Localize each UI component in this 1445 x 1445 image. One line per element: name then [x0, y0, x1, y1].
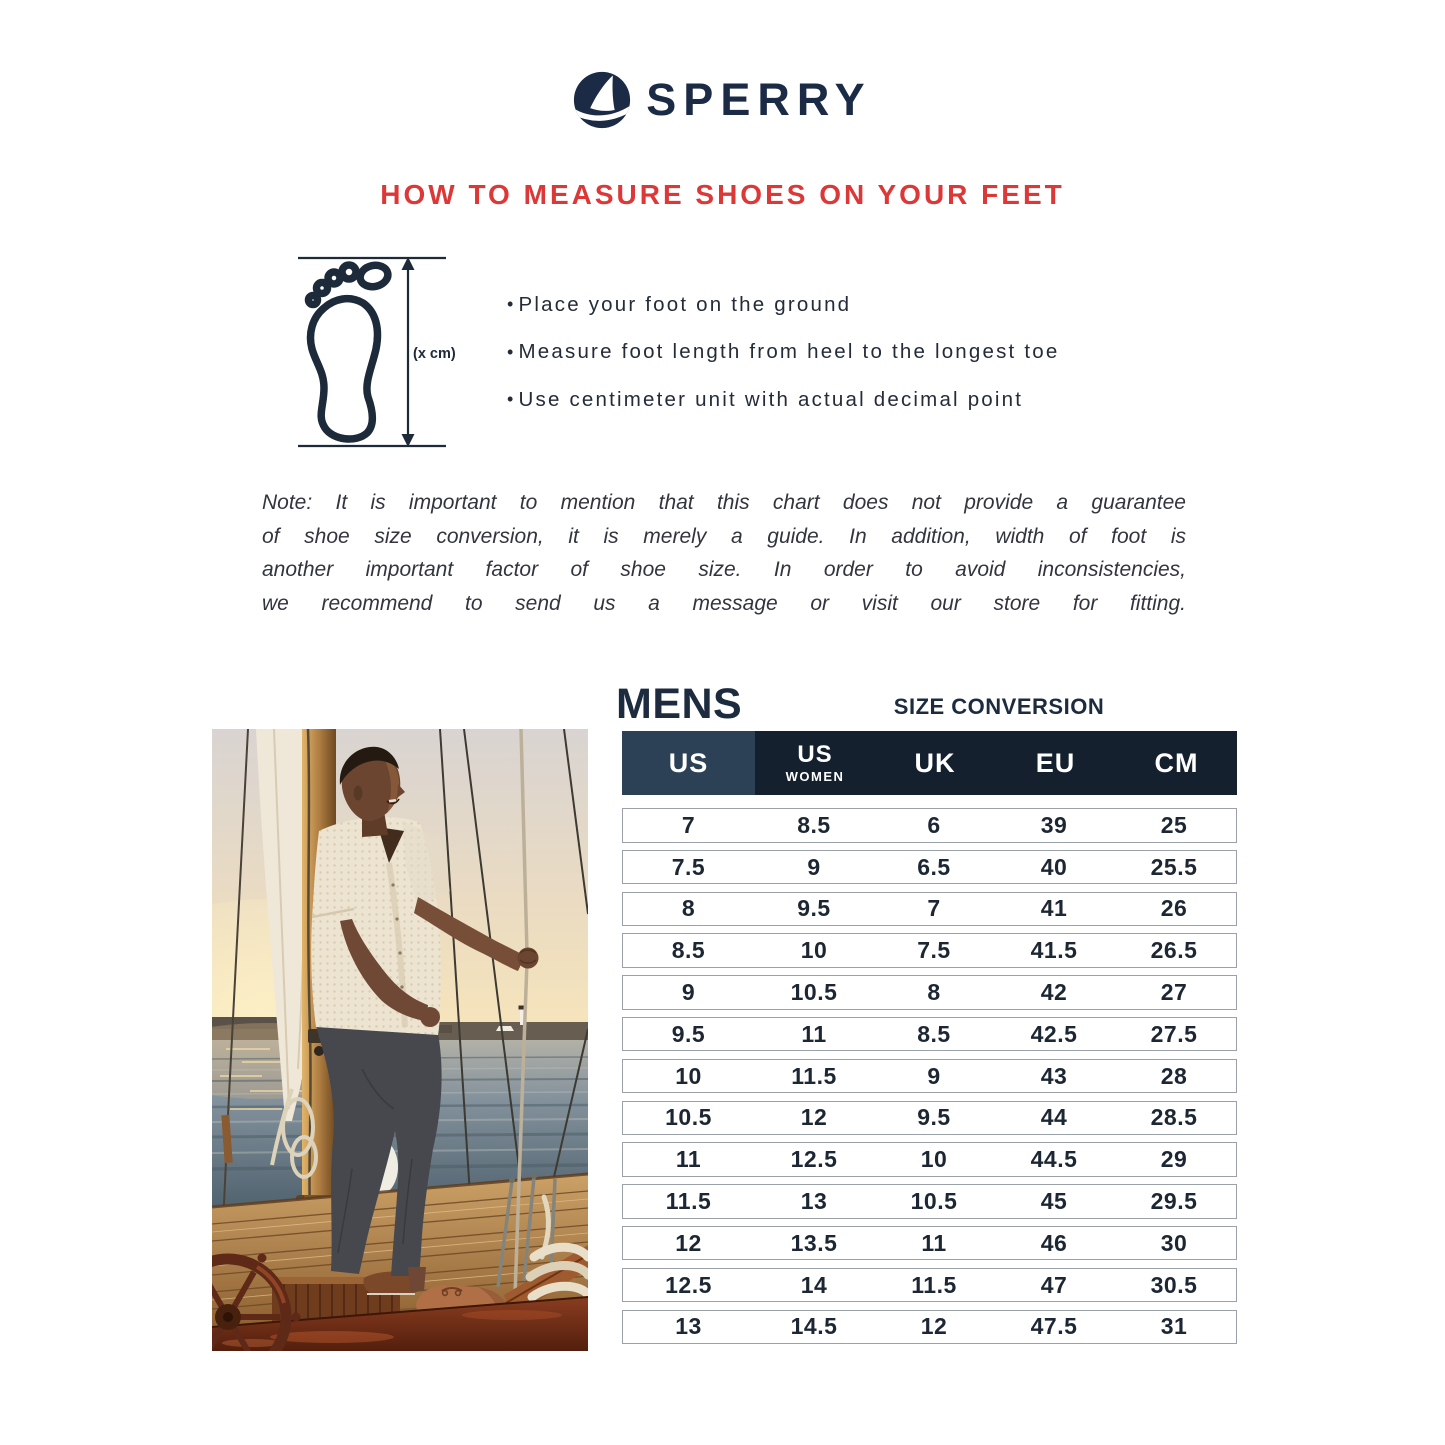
mens-section-label: MENS — [616, 680, 743, 728]
size-cell: 29.5 — [1150, 1187, 1198, 1214]
sperry-sailboat-logo-icon — [573, 71, 631, 129]
instruction-text: Place your foot on the ground — [518, 292, 852, 316]
size-cell: 13 — [800, 1187, 828, 1214]
size-cell: 14 — [800, 1271, 828, 1298]
size-cell: 8.5 — [671, 937, 706, 964]
size-row — [622, 1310, 1237, 1345]
size-cell: 7 — [681, 811, 696, 838]
size-conversion-table — [622, 731, 1237, 1344]
size-cell: 11.5 — [665, 1187, 712, 1214]
foot-measure-diagram — [296, 250, 461, 460]
header-label: UK — [914, 747, 956, 778]
size-cell: 44 — [1040, 1104, 1068, 1131]
header-sublabel: WOMEN — [785, 769, 845, 784]
size-cell: 11 — [801, 1020, 827, 1047]
foot-outline-icon — [296, 250, 461, 455]
page-heading: HOW TO MEASURE SHOES ON YOUR FEET — [380, 179, 1065, 210]
size-table-body — [622, 808, 1237, 1344]
size-cell: 7.5 — [917, 937, 951, 964]
size-cell: 25.5 — [1150, 853, 1198, 880]
size-cell: 9 — [927, 1062, 941, 1089]
size-cell: 47.5 — [1030, 1313, 1078, 1340]
size-row — [622, 933, 1237, 968]
size-cell: 11 — [921, 1229, 947, 1256]
note-line: we recommend to send us a message or visit our store for fitting. — [262, 591, 1186, 615]
size-cell: 46 — [1040, 1229, 1068, 1256]
size-row — [622, 850, 1237, 885]
size-cell: 45 — [1040, 1187, 1068, 1214]
size-table-header — [622, 731, 1237, 795]
size-cell: 43 — [1040, 1062, 1068, 1089]
instruction-text: Measure foot length from heel to the longest toe — [518, 340, 1060, 364]
size-row — [622, 975, 1237, 1010]
size-row — [622, 1059, 1237, 1094]
size-cell: 7 — [927, 895, 941, 922]
size-cell: 8.5 — [797, 811, 831, 838]
size-cell: 9 — [681, 978, 696, 1005]
size-cell: 40 — [1040, 853, 1068, 880]
size-cell: 7.5 — [671, 853, 706, 880]
bullet-icon: • — [507, 389, 516, 410]
note-line: another important factor of shoe size. In order to avoid inconsistencies, — [262, 558, 1186, 582]
bullet-icon: • — [507, 294, 516, 315]
instruction-item — [507, 376, 1059, 424]
header-cell-uswomen — [755, 731, 875, 795]
header-label: CM — [1154, 747, 1199, 778]
size-cell: 12 — [800, 1104, 828, 1131]
size-cell: 10.5 — [665, 1104, 712, 1131]
bullet-icon: • — [507, 341, 516, 362]
size-cell: 30 — [1160, 1229, 1188, 1256]
instruction-item — [507, 281, 1059, 329]
size-cell: 13.5 — [790, 1229, 838, 1256]
size-cell: 28 — [1160, 1062, 1188, 1089]
size-cell: 6 — [927, 811, 941, 838]
size-cell: 14.5 — [790, 1313, 838, 1340]
unit-label: (x cm) — [413, 346, 456, 362]
size-cell: 12.5 — [665, 1271, 712, 1298]
size-cell: 10.5 — [910, 1187, 958, 1214]
size-conversion-label: SIZE CONVERSION — [893, 694, 1105, 719]
size-cell: 25 — [1160, 811, 1188, 838]
size-row — [622, 1268, 1237, 1303]
size-cell: 10.5 — [790, 978, 838, 1005]
header-cell-uk — [875, 731, 995, 795]
size-cell: 41 — [1040, 895, 1068, 922]
size-cell: 11 — [675, 1146, 702, 1173]
size-cell: 12 — [920, 1313, 948, 1340]
header-cell-us — [622, 731, 755, 795]
size-cell: 27 — [1160, 978, 1188, 1005]
header-cell-cm — [1116, 731, 1237, 795]
note-line: of shoe size conversion, it is merely a guide. In addition, width of foot is — [262, 524, 1186, 548]
size-row — [622, 808, 1237, 843]
instruction-item — [507, 329, 1059, 377]
note-line: Note: It is important to mention that this chart does not provide a guarantee — [262, 491, 1186, 514]
size-cell: 31 — [1160, 1313, 1188, 1340]
size-cell: 42.5 — [1030, 1020, 1078, 1047]
size-row — [622, 1017, 1237, 1052]
size-cell: 47 — [1040, 1271, 1068, 1298]
sailing-lifestyle-photo — [212, 729, 588, 1351]
size-cell: 10 — [800, 937, 828, 964]
size-cell: 9.5 — [917, 1104, 951, 1131]
size-cell: 12.5 — [790, 1146, 838, 1173]
size-cell: 6.5 — [917, 853, 951, 880]
size-cell: 26.5 — [1150, 937, 1198, 964]
size-cell: 11.5 — [911, 1271, 957, 1298]
size-cell: 28.5 — [1150, 1104, 1198, 1131]
size-cell: 12 — [675, 1229, 702, 1256]
size-row — [622, 1142, 1237, 1177]
size-cell: 13 — [675, 1313, 702, 1340]
size-cell: 9.5 — [671, 1020, 706, 1047]
size-cell: 41.5 — [1030, 937, 1078, 964]
size-cell: 9 — [807, 853, 821, 880]
instruction-text: Use centimeter unit with actual decimal point — [518, 387, 1024, 411]
size-cell: 42 — [1040, 978, 1068, 1005]
header-label: US — [668, 747, 709, 778]
size-cell: 8.5 — [917, 1020, 951, 1047]
brand-name: SPERRY — [646, 74, 872, 125]
size-cell: 29 — [1160, 1146, 1188, 1173]
note-paragraph — [262, 486, 1186, 620]
size-cell: 27.5 — [1150, 1020, 1198, 1047]
size-cell: 11.5 — [791, 1062, 837, 1089]
size-cell: 26 — [1160, 895, 1188, 922]
header-cell-eu — [995, 731, 1116, 795]
size-cell: 30.5 — [1150, 1271, 1198, 1298]
size-cell: 10 — [675, 1062, 702, 1089]
size-cell: 8 — [681, 895, 696, 922]
size-row — [622, 1101, 1237, 1136]
size-row — [622, 892, 1237, 927]
header-label: US — [797, 741, 833, 768]
measure-instructions — [507, 281, 1059, 424]
header-label: EU — [1035, 747, 1076, 778]
size-row — [622, 1226, 1237, 1261]
size-cell: 10 — [920, 1146, 948, 1173]
size-row — [622, 1184, 1237, 1219]
size-cell: 44.5 — [1030, 1146, 1078, 1173]
size-cell: 8 — [927, 978, 941, 1005]
brand-header — [0, 70, 1445, 130]
size-cell: 9.5 — [797, 895, 831, 922]
size-cell: 39 — [1040, 811, 1068, 838]
